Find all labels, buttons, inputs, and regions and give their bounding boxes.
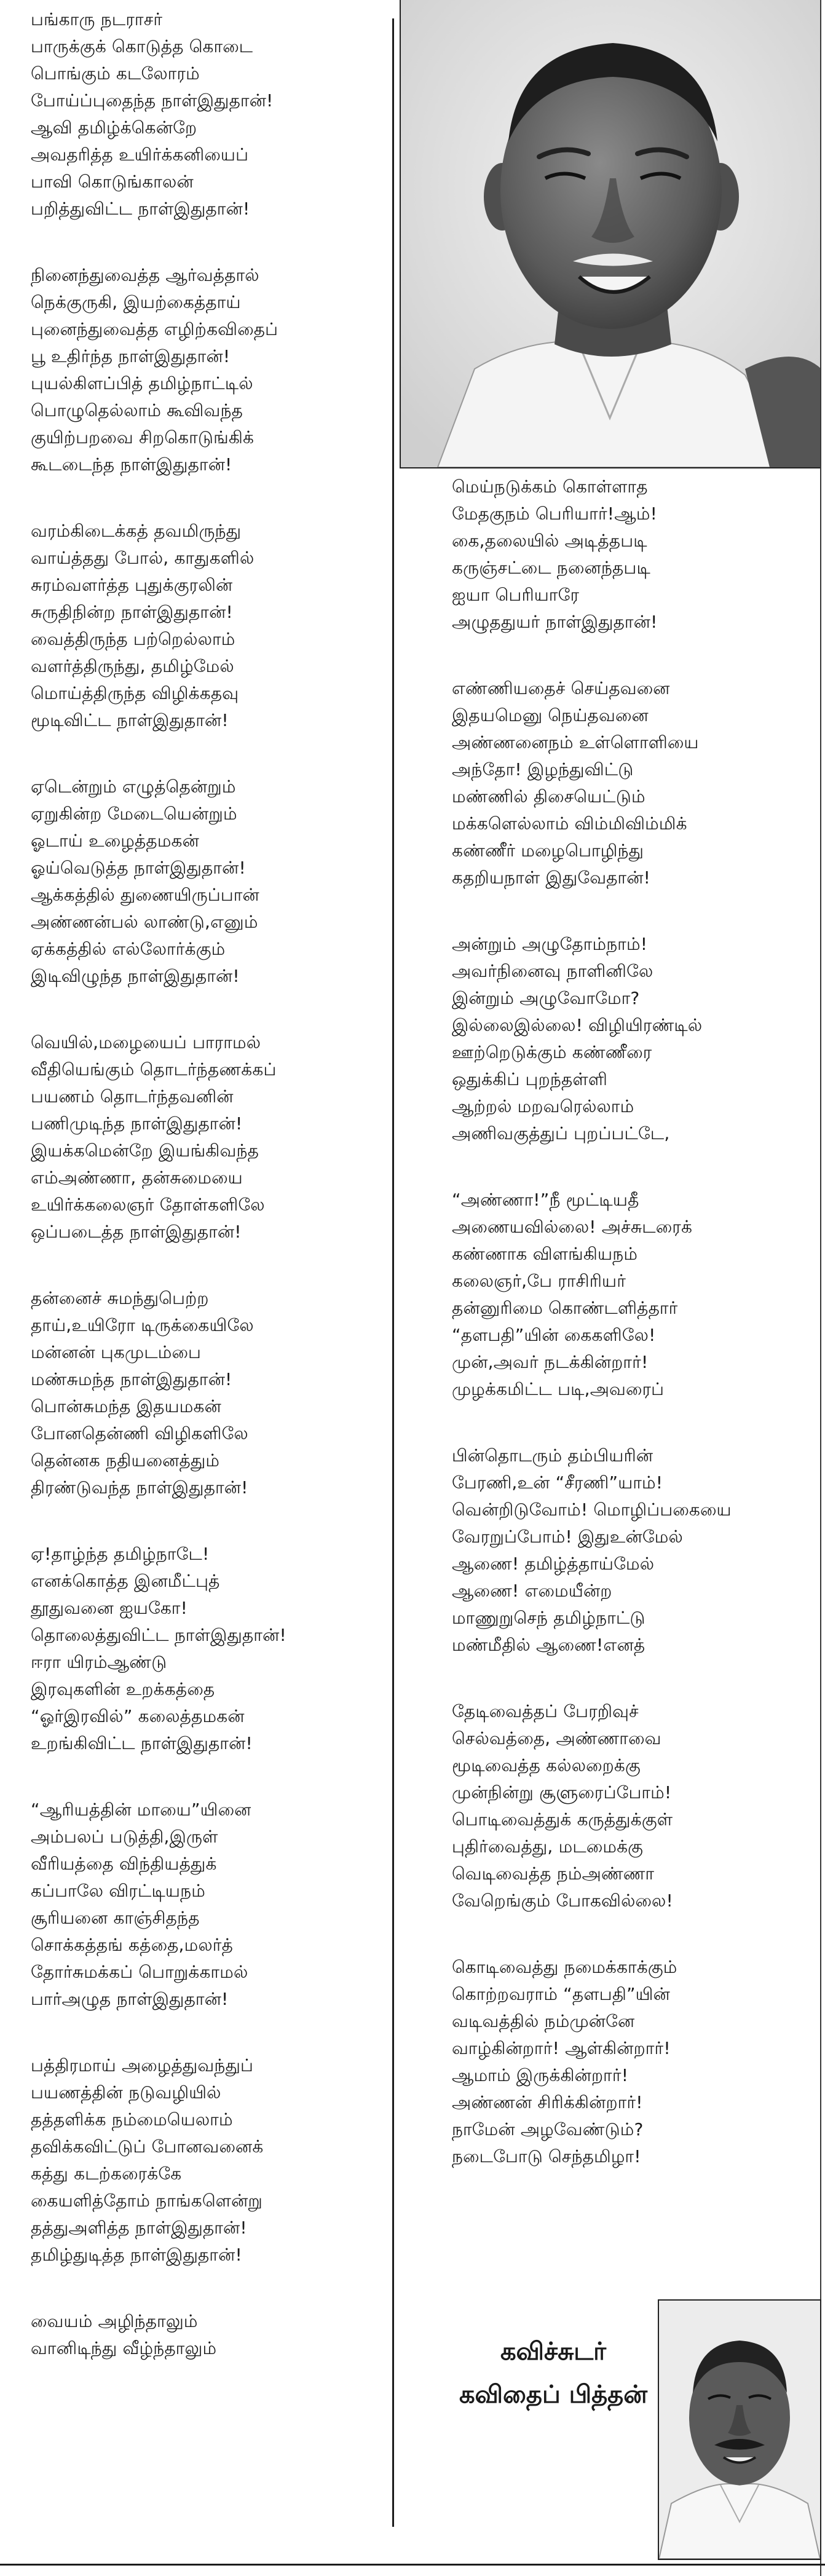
poem-line: உயிர்க்கலைஞர் தோள்களிலே bbox=[31, 1195, 265, 1215]
poem-line: தத்துஅளித்த நாள்இதுதான்! bbox=[31, 2218, 247, 2238]
poem-line: வாழ்கின்றார்! ஆள்கின்றார்! bbox=[452, 2038, 671, 2058]
poem-line: பயணம் தொடர்ந்தவனின் bbox=[31, 1086, 234, 1107]
poem-line: கையளித்தோம் நாங்களென்று bbox=[31, 2191, 263, 2211]
poem-line: பொங்கும் கடலோரம் bbox=[31, 63, 200, 84]
poem-line: “ஆரியத்தின் மாயை”யினை bbox=[31, 1800, 251, 1820]
poem-line: அண்ணனைநம் உள்ளொளியை bbox=[452, 732, 699, 753]
poem-line: வீரியத்தை விந்தியத்துக் bbox=[31, 1854, 217, 1874]
poem-line: பாருக்குக் கொடுத்த கொடை bbox=[31, 36, 253, 57]
poem-line: ஊற்றெடுக்கும் கண்ணீரை bbox=[452, 1042, 652, 1062]
stanza bbox=[452, 1442, 796, 1659]
poem-line: பொன்சுமந்த இதயமகன் bbox=[31, 1396, 221, 1416]
poem-line: கண்ணீர் மழைபொழிந்து bbox=[452, 840, 644, 861]
stanza bbox=[31, 1285, 375, 1501]
poem-line: தவிக்கவிட்டுப் போனவனைக் bbox=[31, 2136, 264, 2157]
poem-line: வைத்திருந்த பற்றெல்லாம் bbox=[31, 629, 235, 649]
poem-line: வெடிவைத்த நம்அண்ணா bbox=[452, 1863, 655, 1884]
poem-line: தாய்,உயிரோ டிருக்கையிலே bbox=[31, 1315, 254, 1335]
poem-line: ஒப்படைத்த நாள்இதுதான்! bbox=[31, 1222, 242, 1242]
poem-line: வென்றிடுவோம்! மொழிப்பகையை bbox=[452, 1499, 732, 1520]
poem-line: அவதரித்த உயிர்க்கனியைப் bbox=[31, 144, 249, 165]
poem-line: தமிழ்துடித்த நாள்இதுதான்! bbox=[31, 2245, 242, 2265]
poem-line: பாவி கொடுங்காலன் bbox=[31, 172, 194, 192]
poem-line: ஆவி தமிழ்க்கென்றே bbox=[31, 117, 197, 138]
poem-line: பார்அழுத நாள்இதுதான்! bbox=[31, 1989, 229, 2009]
stanza bbox=[31, 262, 375, 478]
stanza bbox=[452, 1954, 796, 2170]
poem-right-column bbox=[452, 473, 796, 2210]
poem-line: மண்சுமந்த நாள்இதுதான்! bbox=[31, 1369, 232, 1389]
poem-line: இன்றும் அழுவோமோ? bbox=[452, 988, 640, 1008]
poem-line: நடைபோடு செந்தமிழா! bbox=[452, 2146, 641, 2167]
stanza bbox=[452, 675, 796, 891]
stanza bbox=[31, 2052, 375, 2269]
poem-line: முழக்கமிட்ட படி,அவரைப் bbox=[452, 1379, 665, 1399]
poem-line: கூடடைந்த நாள்இதுதான்! bbox=[31, 454, 232, 475]
poem-line: வரம்கிடைக்கத் தவமிருந்து bbox=[31, 521, 242, 541]
poem-line: தென்னக நதியனைத்தும் bbox=[31, 1450, 220, 1471]
poem-line: நெக்குருகி, இயற்கைத்தாய் bbox=[31, 292, 241, 312]
poem-line: முன்,அவர் நடக்கின்றார்! bbox=[452, 1352, 649, 1372]
poem-line: மேதகுநம் பெரியார்!ஆம்! bbox=[452, 504, 658, 524]
stanza bbox=[31, 6, 375, 223]
poem-line: இல்லைஇல்லை! விழியிரண்டில் bbox=[452, 1015, 703, 1035]
poem-line: ஐயா பெரியாரே bbox=[452, 585, 580, 605]
poem-line: தன்னுரிமை கொண்டளித்தார் bbox=[452, 1298, 678, 1318]
poem-line: பேரணி,உன் “சீரணி”யாம்! bbox=[452, 1472, 663, 1493]
poem-line: சுருதிநின்ற நாள்இதுதான்! bbox=[31, 602, 233, 622]
poem-line: “ஓர்இரவில்” கலைத்தமகன் bbox=[31, 1706, 245, 1726]
poem-line: ஆக்கத்தில் துணையிருப்பான் bbox=[31, 885, 259, 905]
poem-line: பூ உதிர்ந்த நாள்இதுதான்! bbox=[31, 346, 231, 366]
bottom-rule bbox=[0, 2564, 825, 2566]
poem-line: பங்காரு நடராசர் bbox=[31, 9, 163, 30]
poem-line: திரண்டுவந்த நாள்இதுதான்! bbox=[31, 1477, 248, 1498]
poem-line: தோர்சுமக்கப் பொறுக்காமல் bbox=[31, 1962, 248, 1982]
poem-line: வேரறுப்போம்! இதுஉன்மேல் bbox=[452, 1527, 683, 1547]
poem-line: வீதியெங்கும் தொடர்ந்தணக்கப் bbox=[31, 1059, 277, 1080]
poem-line: மாணுறுசெந் தமிழ்நாட்டு bbox=[452, 1608, 645, 1628]
poem-line: இடிவிழுந்த நாள்இதுதான்! bbox=[31, 966, 240, 986]
stanza bbox=[452, 1698, 796, 1914]
poem-line: இயக்கமென்றே இயங்கிவந்த bbox=[31, 1140, 259, 1161]
poem-line: கலைஞர்,பே ராசிரியர் bbox=[452, 1271, 626, 1291]
poem-line: புயல்கிளப்பித் தமிழ்நாட்டில் bbox=[31, 373, 253, 393]
poem-line: பொடிவைத்துக் கருத்துக்குள் bbox=[452, 1809, 673, 1830]
poem-line: எண்ணியதைச் செய்தவனை bbox=[452, 678, 670, 698]
stanza bbox=[452, 931, 796, 1147]
poem-line: தூதுவனை ஐயகோ! bbox=[31, 1598, 188, 1618]
poem-line: ஆணை! எமையீன்ற bbox=[452, 1581, 612, 1601]
poem-line: கருஞ்சட்டை நனைந்தபடி bbox=[452, 558, 650, 578]
poem-line: அன்றும் அழுதோம்நாம்! bbox=[452, 934, 648, 954]
poem-line: வளர்த்திருந்து, தமிழ்மேல் bbox=[31, 656, 234, 676]
poem-left-column bbox=[31, 6, 375, 2401]
poem-line: நினைந்துவைத்த ஆர்வத்தால் bbox=[31, 265, 259, 285]
poem-line: “அண்ணா!”நீ மூட்டியதீ bbox=[452, 1190, 639, 1210]
author-name: கவிதைப் பித்தன் bbox=[459, 2380, 648, 2409]
poem-line: மூடிவிட்ட நாள்இதுதான்! bbox=[31, 710, 229, 730]
poem-line: அண்ணன்பல் லாண்டு,எனும் bbox=[31, 912, 258, 932]
poem-line: பொழுதெல்லாம் கூவிவந்த bbox=[31, 400, 243, 421]
portrait-illustration-top bbox=[401, 0, 821, 467]
poem-line: புதிர்வைத்து, மடமைக்கு bbox=[452, 1836, 644, 1857]
author-title: கவிச்சுடர் bbox=[500, 2337, 607, 2366]
poem-line: நாமேன் அழவேண்டும்? bbox=[452, 2119, 644, 2139]
stanza bbox=[31, 1029, 375, 1246]
poem-line: சூரியனை காஞ்சிதந்த bbox=[31, 1908, 200, 1928]
poem-line: போனதென்ணி விழிகளிலே bbox=[31, 1423, 248, 1444]
poem-line: உறங்கிவிட்ட நாள்இதுதான்! bbox=[31, 1733, 253, 1753]
poem-line: மெய்நடுக்கம் கொள்ளாத bbox=[452, 476, 648, 497]
poem-line: மன்னன் புகமுடம்பை bbox=[31, 1342, 202, 1362]
poem-line: பயணத்தின் நடுவழியில் bbox=[31, 2082, 221, 2103]
poem-line: எம்அண்ணா, தன்சுமையை bbox=[31, 1167, 243, 1188]
poem-line: ஏ!தாழ்ந்த தமிழ்நாடே! bbox=[31, 1544, 210, 1564]
poem-line: பறித்துவிட்ட நாள்இதுதான்! bbox=[31, 199, 250, 219]
poem-line: ஏறுகின்ற மேடையென்றும் bbox=[31, 804, 237, 824]
portrait-photo-top bbox=[400, 0, 821, 468]
poem-line: தன்னைச் சுமந்துபெற்ற bbox=[31, 1288, 209, 1308]
poem-line: கதறியநாள் இதுவேதான்! bbox=[452, 867, 651, 888]
stanza bbox=[452, 1187, 796, 1403]
poem-line: தொலைத்துவிட்ட நாள்இதுதான்! bbox=[31, 1625, 286, 1645]
poem-line: சொக்கத்தங் கத்தை,மலர்த் bbox=[31, 1935, 234, 1955]
stanza bbox=[31, 1541, 375, 1757]
stanza bbox=[452, 473, 796, 636]
poem-line: வாய்த்தது போல், காதுகளில் bbox=[31, 548, 255, 568]
stanza bbox=[31, 518, 375, 734]
poem-line: குயிற்பறவை சிறகொடுங்கிக் bbox=[31, 427, 255, 448]
portrait-illustration-bottom bbox=[659, 2301, 820, 2559]
poem-line: கண்ணாக விளங்கியநம் bbox=[452, 1244, 638, 1264]
poem-line: ஈரா யிரம்ஆண்டு bbox=[31, 1652, 167, 1672]
poem-line: ஆணை! தமிழ்த்தாய்மேல் bbox=[452, 1554, 655, 1574]
poem-line: அணையவில்லை! அச்சுடரைக் bbox=[452, 1217, 693, 1237]
poem-line: போய்ப்புதைந்த நாள்இதுதான்! bbox=[31, 90, 274, 111]
stanza bbox=[31, 773, 375, 990]
stanza bbox=[31, 2308, 375, 2362]
poem-line: அம்பலப் படுத்தி,இருள் bbox=[31, 1827, 218, 1847]
poem-line: செல்வத்தை, அண்ணாவை bbox=[452, 1728, 661, 1748]
poem-line: சுரம்வளர்த்த புதுக்குரலின் bbox=[31, 575, 233, 595]
poem-line: பணிமுடிந்த நாள்இதுதான்! bbox=[31, 1113, 243, 1134]
poem-line: கொற்றவராம் “தளபதி”யின் bbox=[452, 1984, 670, 2004]
poem-line: அண்ணன் சிரிக்கின்றார்! bbox=[452, 2092, 643, 2112]
poem-line: மண்ணில் திசையெட்டும் bbox=[452, 786, 645, 807]
poem-line: மொய்த்திருந்த விழிக்கதவு bbox=[31, 683, 239, 703]
poem-line: “தளபதி”யின் கைகளிலே! bbox=[452, 1325, 656, 1345]
poem-line: ஏடென்றும் எழுத்தென்றும் bbox=[31, 776, 236, 797]
poem-line: மண்மீதில் ஆணை!எனத் bbox=[452, 1635, 645, 1655]
poem-line: மூடிவைத்த கல்லறைக்கு bbox=[452, 1755, 641, 1776]
poem-line: கை,தலையில் அடித்தபடி bbox=[452, 531, 647, 551]
poem-line: கத்து கடற்கரைக்கே bbox=[31, 2163, 182, 2184]
author-byline bbox=[455, 2330, 652, 2416]
poem-line: வையம் அழிந்தாலும் bbox=[31, 2311, 198, 2331]
poem-line: அணிவகுத்துப் புறப்பட்டே, bbox=[452, 1123, 670, 1144]
poem-line: கப்பாலே விரட்டியநம் bbox=[31, 1881, 206, 1901]
stanza bbox=[31, 1796, 375, 2013]
poem-line: முன்நின்று சூளுரைப்போம்! bbox=[452, 1782, 672, 1803]
poem-line: வடிவத்தில் நம்முன்னே bbox=[452, 2011, 635, 2031]
poem-line: எனக்கொத்த இனமீட்புத் bbox=[31, 1571, 220, 1591]
poem-line: தத்தளிக்க நம்மையெலாம் bbox=[31, 2109, 233, 2130]
poem-line: ஏக்கத்தில் எல்லோர்க்கும் bbox=[31, 939, 226, 959]
page-right-border bbox=[820, 0, 821, 2576]
poem-line: பின்தொடரும் தம்பியரின் bbox=[452, 1445, 653, 1466]
poem-line: இரவுகளின் உறக்கத்தை bbox=[31, 1679, 215, 1699]
poem-line: அந்தோ! இழந்துவிட்டு bbox=[452, 759, 634, 780]
poem-line: ஆற்றல் மறவரெல்லாம் bbox=[452, 1096, 634, 1116]
poem-line: ஓடாய் உழைத்தமகன் bbox=[31, 831, 200, 851]
poem-line: ஓய்வெடுத்த நாள்இதுதான்! bbox=[31, 858, 246, 878]
poem-line: அழுததுயர் நாள்இதுதான்! bbox=[452, 612, 658, 632]
poem-line: கொடிவைத்து நமைக்காக்கும் bbox=[452, 1957, 677, 1977]
portrait-photo-bottom bbox=[658, 2299, 821, 2560]
column-divider bbox=[392, 18, 394, 2527]
poem-line: மக்களெல்லாம் விம்மிவிம்மிக் bbox=[452, 813, 687, 834]
poem-line: வேறெங்கும் போகவில்லை! bbox=[452, 1891, 673, 1911]
poem-line: ஆமாம் இருக்கின்றார்! bbox=[452, 2065, 629, 2085]
poem-line: ஒதுக்கிப் புறந்தள்ளி bbox=[452, 1069, 608, 1089]
poem-line: பத்திரமாய் அழைத்துவந்துப் bbox=[31, 2055, 254, 2076]
poem-line: புனைந்துவைத்த எழிற்கவிதைப் bbox=[31, 319, 278, 339]
poem-line: வெயில்,மழையைப் பாராமல் bbox=[31, 1032, 261, 1053]
poem-line: தேடிவைத்தப் பேரறிவுச் bbox=[452, 1701, 639, 1721]
poem-line: அவர்நினைவு நாளினிலே bbox=[452, 961, 653, 981]
poem-line: வானிடிந்து வீழ்ந்தாலும் bbox=[31, 2338, 217, 2358]
poem-line: இதயமெனு நெய்தவனை bbox=[452, 705, 649, 725]
